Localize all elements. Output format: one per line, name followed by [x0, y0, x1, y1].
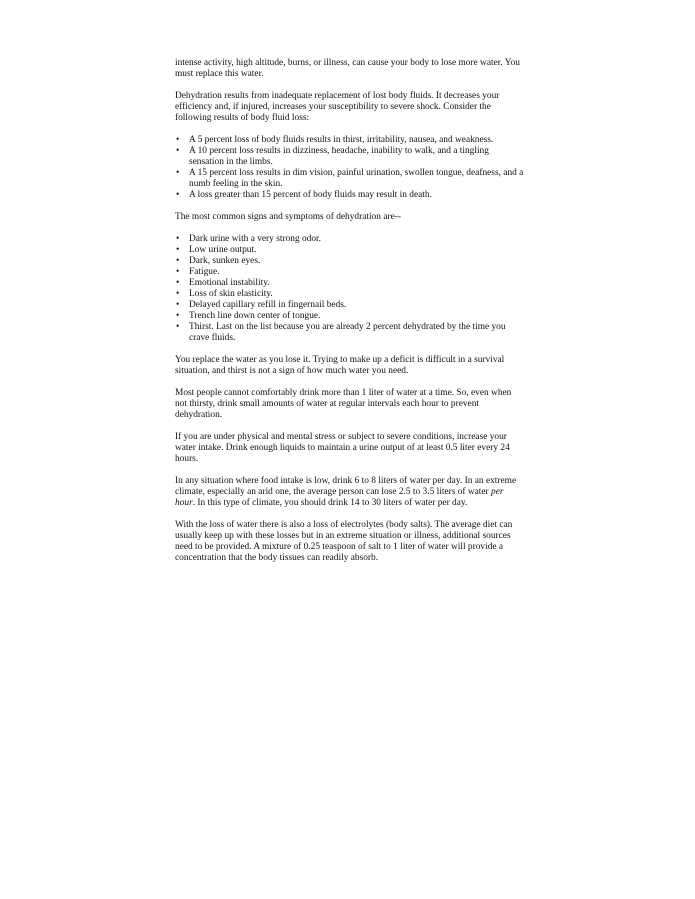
fluid-loss-list: [175, 135, 525, 201]
list-item-text: Dark, sunken eyes.: [189, 256, 261, 266]
climate-text-a: In any situation where food intake is low, drink 6 to 8 liters of water per day. In an extreme climate, especially an arid one, the average person can lose 2.5 to 3.5 liters of water: [175, 476, 517, 497]
list-item-text: A 15 percent loss results in dim vision, painful urination, swollen tongue, deafness, and a numb feeling in the skin.: [189, 168, 524, 189]
drinking-paragraph: Most people cannot comfortably drink more than 1 liter of water at a time. So, even when not thirsty, drink small amounts of water at regular intervals each hour to prevent dehydration.: [175, 388, 512, 420]
list-item: [175, 267, 525, 278]
list-item-text: A 5 percent loss of body fluids results in thirst, irritability, nausea, and weakness.: [189, 135, 494, 145]
bullet-icon: •: [176, 146, 180, 156]
list-item: [175, 135, 525, 146]
signs-intro-paragraph: The most common signs and symptoms of dehydration are--: [175, 212, 402, 222]
list-item: [175, 300, 525, 311]
list-item: [175, 168, 525, 190]
replace-water-paragraph: You replace the water as you lose it. Trying to make up a deficit is difficult in a survival situation, and thirst is not a sign of how much water you need.: [175, 355, 505, 376]
bullet-icon: •: [176, 278, 180, 288]
bullet-icon: •: [176, 300, 180, 310]
intro-paragraph: intense activity, high altitude, burns, or illness, can cause your body to lose more water. You must replace this water.: [175, 58, 520, 79]
climate-text-b: . In this type of climate, you should drink 14 to 30 liters of water per day.: [192, 498, 468, 508]
stress-paragraph: If you are under physical and mental stress or subject to severe conditions, increase your water intake. Drink enough liquids to maintain a urine output of at least 0.5 liter every 24 hours.: [175, 432, 510, 464]
list-item-text: Thirst. Last on the list because you are already 2 percent dehydrated by the time you crave fluids.: [189, 322, 506, 343]
list-item: [175, 289, 525, 300]
climate-paragraph: [175, 476, 525, 509]
bullet-icon: •: [176, 135, 180, 145]
bullet-icon: •: [176, 311, 180, 321]
list-item: [175, 245, 525, 256]
document-page: [175, 58, 525, 575]
list-item-text: Loss of skin elasticity.: [189, 289, 273, 299]
list-item-text: Low urine output.: [189, 245, 257, 255]
climate-emphasis: per hour: [175, 487, 504, 508]
list-item-text: A 10 percent loss results in dizziness, headache, inability to walk, and a tingling sensation in the limbs.: [189, 146, 489, 167]
bullet-icon: •: [176, 245, 180, 255]
list-item: [175, 234, 525, 245]
list-item-text: Fatigue.: [189, 267, 220, 277]
list-item: [175, 322, 525, 344]
electrolytes-paragraph: With the loss of water there is also a loss of electrolytes (body salts). The average diet can usually keep up with these losses but in an extreme situation or illness, additional sources need to be provided. A mixture of 0.25 teaspoon of salt to 1 liter of water will provide a concentration that the body tissues can readily absorb.: [175, 520, 513, 563]
list-item: [175, 256, 525, 267]
list-item: [175, 278, 525, 289]
list-item-text: Emotional instability.: [189, 278, 270, 288]
bullet-icon: •: [176, 289, 180, 299]
bullet-icon: •: [176, 190, 180, 200]
bullet-icon: •: [176, 256, 180, 266]
list-item: [175, 311, 525, 322]
bullet-icon: •: [176, 234, 180, 244]
bullet-icon: •: [176, 168, 180, 178]
list-item-text: Trench line down center of tongue.: [189, 311, 321, 321]
list-item: [175, 146, 525, 168]
list-item-text: Delayed capillary refill in fingernail beds.: [189, 300, 347, 310]
symptom-list: [175, 234, 525, 344]
list-item: [175, 190, 525, 201]
bullet-icon: •: [176, 267, 180, 277]
bullet-icon: •: [176, 322, 180, 332]
dehydration-paragraph: Dehydration results from inadequate replacement of lost body fluids. It decreases your efficiency and, if injured, increases your susceptibility to severe shock. Consider the following results of body fluid loss:: [175, 91, 500, 123]
list-item-text: Dark urine with a very strong odor.: [189, 234, 321, 244]
list-item-text: A loss greater than 15 percent of body fluids may result in death.: [189, 190, 432, 200]
